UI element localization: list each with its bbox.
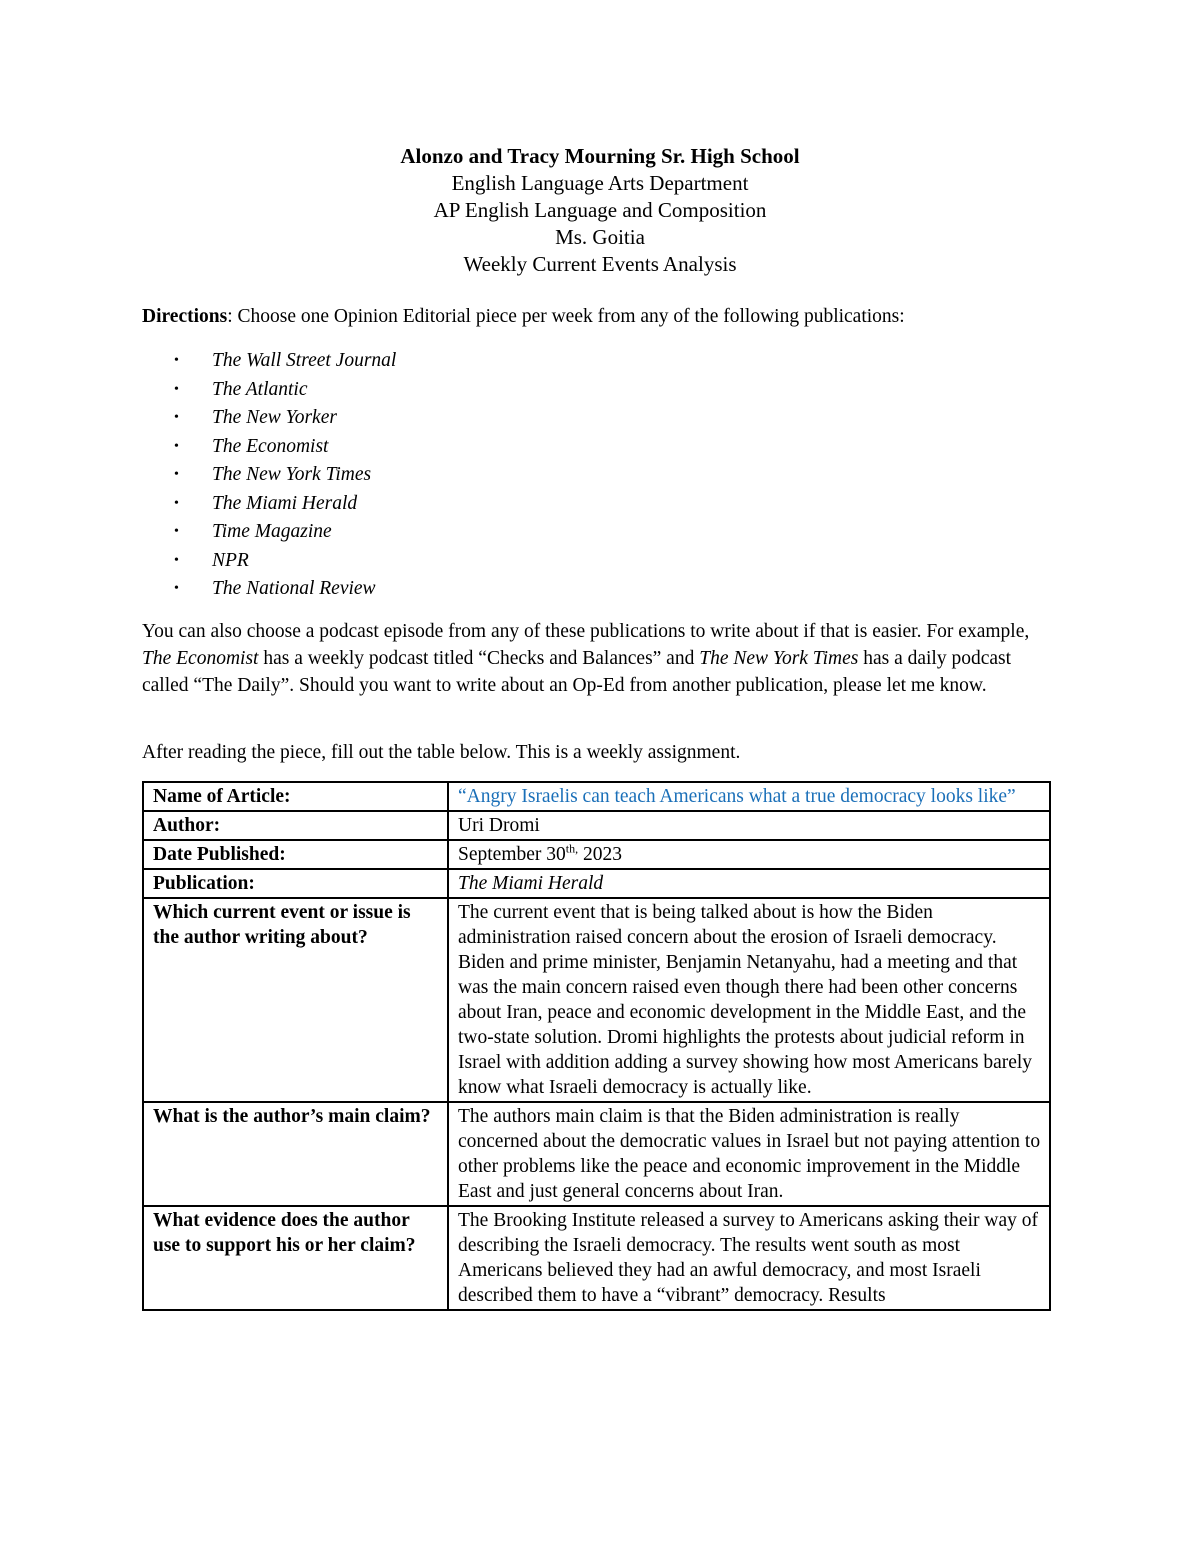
row-label: What is the author’s main claim? — [143, 1102, 448, 1206]
publication-name: The Economist — [142, 648, 259, 669]
publication-name: The Atlantic — [212, 378, 308, 400]
list-item — [142, 347, 396, 376]
publication-name: The Miami Herald — [212, 492, 358, 514]
date-year: 2023 — [578, 844, 622, 865]
publication-value: The Miami Herald — [448, 869, 1050, 898]
table-row — [143, 840, 1050, 869]
bullet-icon: • — [174, 438, 179, 454]
row-label: Publication: — [143, 869, 448, 898]
list-item — [142, 433, 396, 462]
table-row — [143, 869, 1050, 898]
publication-name: Time Magazine — [212, 521, 332, 542]
paragraph-text: has a weekly podcast titled “Checks and Balances” and — [258, 648, 700, 669]
publication-name: The New York Times — [699, 648, 859, 669]
publication-name: NPR — [212, 549, 249, 571]
instruction-paragraph: After reading the piece, fill out the table below. This is a weekly assignment. — [142, 742, 741, 763]
table-row — [143, 782, 1050, 811]
list-item — [142, 575, 396, 604]
table-row — [143, 1102, 1050, 1206]
row-label: Date Published: — [143, 840, 448, 869]
podcast-paragraph — [142, 618, 1062, 699]
evidence-value: The Brooking Institute released a survey to Americans asking their way of describing the Israeli democracy. The results went south as most Americans believed they had an awful democracy, and most Israeli described them to have a “vibrant” democracy. Results — [448, 1206, 1050, 1310]
table-row — [143, 811, 1050, 840]
assignment-title: Weekly Current Events Analysis — [463, 252, 737, 276]
row-label: Author: — [143, 811, 448, 840]
publication-name: The New Yorker — [212, 407, 337, 428]
publication-name: The National Review — [212, 578, 376, 599]
department-name: English Language Arts Department — [451, 171, 749, 195]
row-label: Which current event or issue is the author writing about? — [143, 898, 448, 1102]
main-claim-value: The authors main claim is that the Biden administration is really concerned about the democratic values in Israel but not paying attention to other problems like the peace and economic improvement in the Middle East and just general concerns about Iran. — [448, 1102, 1050, 1206]
directions-text: : Choose one Opinion Editorial piece per week from any of the following publications: — [227, 306, 905, 327]
current-event-value: The current event that is being talked about is how the Biden administration raised concern about the erosion of Israeli democracy. Biden and prime minister, Benjamin Netanyahu, had a meeting and that was the main concern raised even though there had been other concerns about Iran, peace and economic development in the Middle East, and the two-state solution. Dromi highlights the protests about judicial reform in Israel with addition adding a survey showing how most Americans barely know what Israeli democracy is actually like. — [448, 898, 1050, 1102]
bullet-icon: • — [174, 552, 179, 568]
course-name: AP English Language and Composition — [433, 198, 767, 222]
publication-name: The Wall Street Journal — [212, 350, 397, 371]
analysis-table — [142, 781, 1051, 1311]
bullet-icon: • — [174, 495, 179, 511]
publication-name: The New York Times — [212, 464, 372, 485]
directions-label: Directions — [142, 306, 228, 327]
bullet-icon: • — [174, 581, 179, 596]
bullet-icon: • — [174, 381, 179, 397]
date-suffix: th, — [565, 841, 579, 856]
bullet-icon: • — [174, 467, 179, 482]
list-item — [142, 547, 396, 576]
publication-list — [142, 347, 396, 604]
bullet-icon: • — [174, 410, 179, 425]
date-text: September 30 — [458, 844, 566, 865]
table-row — [143, 898, 1050, 1102]
teacher-name: Ms. Goitia — [555, 225, 645, 249]
table-row — [143, 1206, 1050, 1310]
list-item — [142, 376, 396, 405]
directions — [142, 304, 1062, 330]
paragraph-text: You can also choose a podcast episode from any of these publications to write about if that is easier. For example, — [142, 621, 1030, 642]
list-item — [142, 518, 396, 547]
row-label: What evidence does the author use to support his or her claim? — [143, 1206, 448, 1310]
article-title-link[interactable]: “Angry Israelis can teach Americans what a true democracy looks like” — [448, 782, 1050, 811]
bullet-icon: • — [174, 524, 179, 539]
list-item — [142, 490, 396, 519]
date-value — [448, 840, 1050, 869]
list-item — [142, 404, 396, 433]
document-header — [0, 143, 1200, 278]
publication-name: The Economist — [212, 435, 329, 457]
paragraph-text: has a daily podcast called “The Daily”. Should you want to write about an Op-Ed from another publication, please let me know. — [142, 648, 1012, 696]
bullet-icon: • — [174, 353, 179, 368]
author-value: Uri Dromi — [448, 811, 1050, 840]
list-item — [142, 461, 396, 490]
school-name: Alonzo and Tracy Mourning Sr. High School — [400, 144, 800, 168]
row-label: Name of Article: — [143, 782, 448, 811]
